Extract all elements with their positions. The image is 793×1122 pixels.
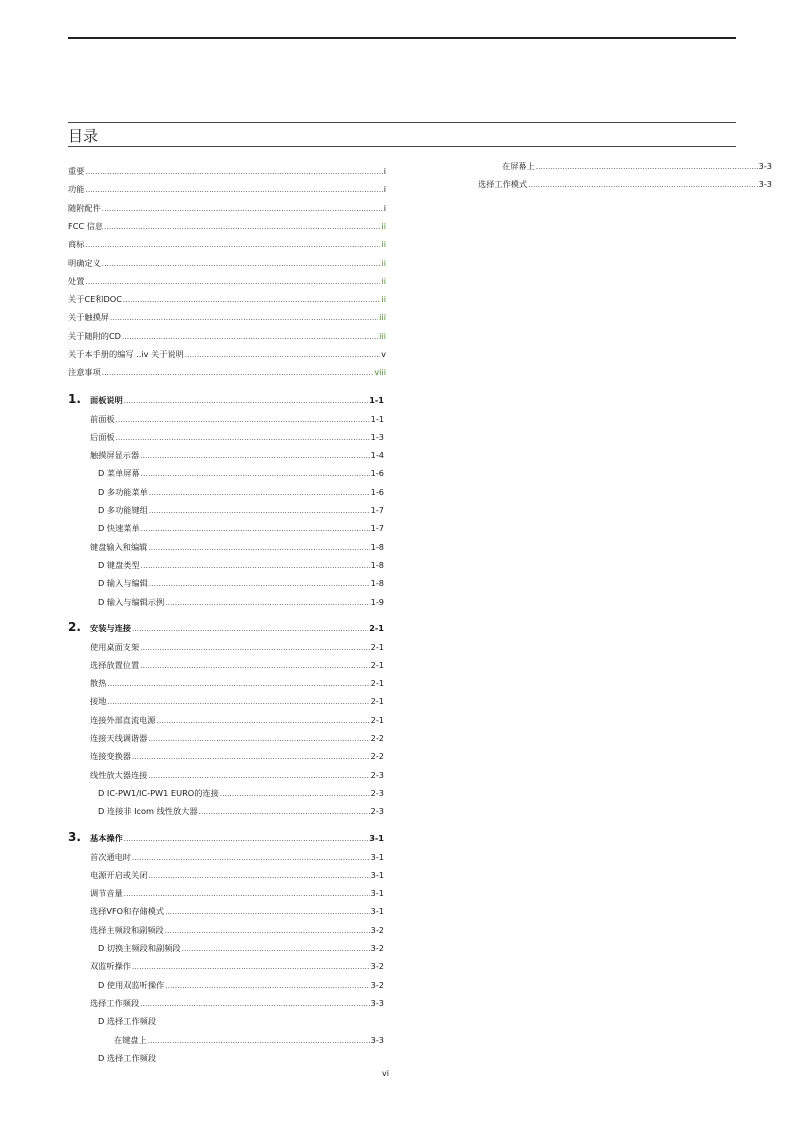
page-number: vi <box>382 1069 389 1078</box>
dot-leader <box>528 180 757 191</box>
toc-entry-label: 电源开启或关闭 <box>90 869 148 880</box>
toc-entry-label: 连接变换器 <box>90 751 131 762</box>
toc-entry-page: 3-1 <box>370 888 384 899</box>
toc-entry-page: ii <box>381 294 386 305</box>
toc-entry-label: 连接外部直流电源 <box>90 714 156 725</box>
dot-leader <box>85 240 380 251</box>
toc-entry-label: D 切换主频段和副频段 <box>98 943 181 953</box>
toc-entry-label: 面板说明 <box>90 395 123 405</box>
toc-entry-page: ii <box>381 257 386 268</box>
toc-entry-label: 重要 <box>68 166 85 176</box>
toc-entry[interactable] <box>90 870 384 882</box>
dot-leader <box>536 162 758 173</box>
dot-leader <box>132 962 370 973</box>
toc-entry[interactable] <box>90 642 384 654</box>
toc-entry-label: 双监听操作 <box>90 961 131 972</box>
toc-entry-label: FCC 信息 <box>68 220 104 231</box>
dot-leader <box>110 313 378 324</box>
toc-intro-entry[interactable] <box>68 349 386 361</box>
toc-entry-page: viii <box>374 367 386 378</box>
toc-entry-page: 3-1 <box>370 906 384 917</box>
toc-entry[interactable] <box>90 542 384 554</box>
toc-entry-page: 3-2 <box>370 924 384 935</box>
toc-entry[interactable] <box>98 788 384 800</box>
toc-intro-entry[interactable] <box>68 166 386 178</box>
dot-leader <box>148 771 369 782</box>
toc-entry[interactable] <box>90 696 384 708</box>
toc-entry-page: i <box>383 184 386 195</box>
toc-entry-page: 2-3 <box>370 769 384 780</box>
toc-entry-label: 关于本手册的编写 ..iv 关于说明 <box>68 349 184 359</box>
dot-leader <box>141 561 370 572</box>
dot-leader <box>165 981 369 992</box>
toc-entry-page: 3-2 <box>370 943 384 953</box>
toc-entry-label: D 快速菜单 <box>98 523 140 534</box>
toc-entry-label: D 选择工作频段 <box>98 1016 157 1027</box>
chapter-heading[interactable] <box>90 833 384 845</box>
dot-leader <box>102 368 374 379</box>
toc-intro-entry[interactable] <box>68 239 386 251</box>
toc-entry[interactable] <box>90 414 384 426</box>
toc-intro-entry[interactable] <box>68 276 386 288</box>
toc-entry-page: i <box>383 166 386 176</box>
toc-entry-label: 安装与连接 <box>90 623 131 633</box>
dot-leader <box>165 907 370 918</box>
toc-entry-label: 关于随附的CD <box>68 330 121 341</box>
chapter-number: 2. <box>68 620 81 634</box>
title-rule-top <box>68 122 736 123</box>
toc-entry-label: D 输入与编辑示例 <box>98 596 165 607</box>
dot-leader <box>85 167 382 178</box>
toc-entry[interactable] <box>90 450 384 462</box>
dot-leader <box>102 259 381 270</box>
dot-leader <box>107 679 369 690</box>
toc-entry-label: D 菜单屏幕 <box>98 468 140 479</box>
toc-entry[interactable] <box>90 751 384 763</box>
chapter-number: 3. <box>68 830 81 844</box>
toc-entry-label: 在屏幕上 <box>502 161 535 171</box>
toc-entry-page: 3-3 <box>370 997 384 1008</box>
chapter-number: 1. <box>68 392 81 406</box>
toc-entry[interactable] <box>98 523 384 535</box>
toc-entry[interactable] <box>90 925 384 937</box>
chapter-heading[interactable] <box>90 395 384 407</box>
toc-entry-page: 1-6 <box>370 486 384 497</box>
toc-intro-entry[interactable] <box>68 294 386 306</box>
toc-entry[interactable] <box>90 715 384 727</box>
toc-entry-page: 1-7 <box>370 523 384 534</box>
toc-entry-label: 触摸屏显示器 <box>90 450 140 461</box>
toc-entry-label: 前面板 <box>90 413 115 424</box>
dot-leader <box>124 396 368 407</box>
dot-leader <box>220 789 370 800</box>
toc-entry-page: 1-9 <box>370 596 384 607</box>
toc-entry[interactable] <box>98 980 384 992</box>
dot-leader <box>140 661 369 672</box>
toc-entry-label: D 输入与编辑 <box>98 578 148 589</box>
toc-entry[interactable] <box>90 660 384 672</box>
dot-leader <box>149 579 370 590</box>
toc-entry[interactable] <box>98 578 384 590</box>
toc-entry[interactable] <box>90 888 384 900</box>
toc-entry-label: D 选择工作频段 <box>98 1052 157 1063</box>
toc-intro-entry[interactable] <box>68 312 386 324</box>
toc-entry-label: 首次通电时 <box>90 851 131 862</box>
toc-entry-label: 在键盘上 <box>114 1034 147 1045</box>
dot-leader <box>132 853 370 864</box>
toc-entry-page: 3-3 <box>370 1034 384 1045</box>
toc-entry-label: 商标 <box>68 239 85 250</box>
toc-entry-label: 处置 <box>68 275 85 286</box>
toc-entry-label: 使用桌面支架 <box>90 641 140 652</box>
dot-leader <box>148 871 369 882</box>
toc-entry[interactable] <box>90 906 384 918</box>
toc-entry-label: 关于CE和DOC <box>68 294 122 305</box>
toc-entry-label: 关于触摸屏 <box>68 312 109 323</box>
toc-entry-label: 键盘输入和编辑 <box>90 541 148 552</box>
dot-leader <box>124 889 370 900</box>
toc-entry-label: 明确定义 <box>68 257 101 268</box>
dot-leader <box>141 469 370 480</box>
toc-entry-page: i <box>383 202 386 213</box>
toc-entry-label: 散热 <box>90 678 107 689</box>
toc-entry[interactable] <box>478 179 772 191</box>
toc-intro-entry[interactable] <box>68 184 386 196</box>
toc-intro-entry[interactable] <box>68 331 386 343</box>
toc-entry-label: D 连接非 Icom 线性放大器 <box>98 806 198 817</box>
toc-entry-page: 3-2 <box>370 979 384 990</box>
toc-entry-label: 注意事项 <box>68 367 101 378</box>
dot-leader <box>116 433 370 444</box>
toc-entry[interactable] <box>98 505 384 517</box>
toc-entry[interactable] <box>114 1035 384 1047</box>
dot-leader <box>116 415 370 426</box>
dot-leader <box>165 926 370 937</box>
toc-entry-page: 1-1 <box>370 413 384 424</box>
dot-leader <box>140 643 369 654</box>
toc-entry[interactable] <box>98 560 384 572</box>
toc-entry-page: 1-3 <box>370 431 384 442</box>
toc-entry-page: 3-3 <box>758 179 772 189</box>
dot-leader <box>165 598 369 609</box>
dot-leader <box>140 451 369 462</box>
toc-entry[interactable] <box>98 943 384 955</box>
toc-entry-label: D 键盘类型 <box>98 559 140 570</box>
toc-entry-label: 选择放置位置 <box>90 659 140 670</box>
dot-leader <box>148 1036 370 1047</box>
toc-intro-entry[interactable] <box>68 203 386 215</box>
toc-entry[interactable] <box>98 1053 384 1064</box>
toc-intro-entry[interactable] <box>68 367 386 379</box>
toc-entry-page: v <box>381 349 386 359</box>
toc-entry[interactable] <box>98 597 384 609</box>
page-title: 目录 <box>68 127 99 145</box>
toc-entry-page: 2-1 <box>369 623 384 633</box>
toc-entry[interactable] <box>90 998 384 1010</box>
toc-entry-page: 3-1 <box>370 869 384 880</box>
toc-entry-label: 线性放大器连接 <box>90 769 148 780</box>
toc-entry[interactable] <box>98 487 384 499</box>
dot-leader <box>123 295 381 306</box>
toc-entry-page: 1-8 <box>370 578 384 589</box>
toc-intro-entry[interactable] <box>68 258 386 270</box>
toc-entry-page: 2-2 <box>370 751 384 762</box>
toc-entry-page: 2-3 <box>370 787 384 798</box>
toc-entry-page: 1-7 <box>370 505 384 515</box>
toc-entry-label: D IC-PW1/IC-PW1 EURO的连接 <box>98 787 219 798</box>
toc-entry-page: 1-8 <box>370 559 384 570</box>
dot-leader <box>85 277 380 288</box>
dot-leader <box>148 543 369 554</box>
toc-entry-label: 基本操作 <box>90 833 123 843</box>
toc-entry-page: 3-1 <box>369 833 384 843</box>
toc-entry-page: 2-1 <box>370 714 384 725</box>
toc-entry-page: 2-1 <box>370 659 384 670</box>
toc-entry-page: 1-6 <box>370 468 384 479</box>
dot-leader <box>132 752 370 763</box>
toc-entry-page: iii <box>379 312 386 323</box>
toc-entry[interactable] <box>502 161 772 173</box>
toc-entry-label: D 多功能键组 <box>98 505 148 515</box>
toc-entry-label: 功能 <box>68 184 85 195</box>
toc-entry-label: D 多功能菜单 <box>98 486 148 497</box>
header-rule <box>68 37 736 39</box>
dot-leader <box>199 807 370 818</box>
toc-entry[interactable] <box>90 733 384 745</box>
toc-entry-page: 1-4 <box>370 450 384 461</box>
dot-leader <box>182 944 370 955</box>
toc-entry-page: 3-1 <box>370 851 384 862</box>
dot-leader <box>122 332 378 343</box>
toc-entry-page: 1-8 <box>370 541 384 552</box>
toc-entry[interactable] <box>90 770 384 782</box>
toc-entry-page: ii <box>381 220 386 231</box>
toc-entry-label: 选择工作频段 <box>90 997 140 1008</box>
chapter-heading[interactable] <box>90 623 384 635</box>
dot-leader <box>85 185 382 196</box>
toc-entry-page: 2-1 <box>370 696 384 707</box>
toc-entry-label: 调节音量 <box>90 888 123 899</box>
toc-entry[interactable] <box>90 678 384 690</box>
toc-entry[interactable] <box>98 468 384 480</box>
toc-entry[interactable] <box>90 852 384 864</box>
toc-entry[interactable] <box>98 1016 384 1027</box>
toc-entry-label: 连接天线调谐器 <box>90 733 148 743</box>
toc-entry-page: 3-3 <box>758 161 772 171</box>
dot-leader <box>104 222 380 233</box>
toc-entry-label: 接地 <box>90 696 107 707</box>
dot-leader <box>102 204 383 215</box>
toc-entry-label: 选择工作模式 <box>478 179 528 189</box>
toc-entry-page: iii <box>379 330 386 341</box>
toc-entry-page: ii <box>381 275 386 286</box>
toc-entry-page: 2-1 <box>370 678 384 689</box>
dot-leader <box>124 834 368 845</box>
toc-entry[interactable] <box>90 961 384 973</box>
dot-leader <box>149 506 370 517</box>
dot-leader <box>157 716 370 727</box>
toc-entry-page: 2-2 <box>370 733 384 743</box>
toc-intro-entry[interactable] <box>68 221 386 233</box>
toc-entry-label: 随附配件 <box>68 202 101 213</box>
dot-leader <box>140 999 369 1010</box>
dot-leader <box>132 624 368 635</box>
toc-entry-label: 选择VFO和存储模式 <box>90 906 165 917</box>
toc-entry[interactable] <box>90 432 384 444</box>
dot-leader <box>141 524 370 535</box>
toc-entry-page: 1-1 <box>369 395 384 405</box>
dot-leader <box>107 697 369 708</box>
dot-leader <box>149 488 370 499</box>
toc-entry-page: 3-2 <box>370 961 384 972</box>
title-rule-bottom <box>68 146 736 147</box>
toc-entry-label: 后面板 <box>90 431 115 442</box>
toc-entry-label: 选择主频段和副频段 <box>90 924 164 935</box>
toc-entry[interactable] <box>98 806 384 818</box>
toc-entry-page: 2-1 <box>370 641 384 652</box>
toc-entry-page: ii <box>381 239 386 250</box>
dot-leader <box>148 734 369 745</box>
dot-leader <box>185 350 380 361</box>
toc-entry-label: D 使用双监听操作 <box>98 979 165 990</box>
toc-entry-page: 2-3 <box>370 806 384 817</box>
